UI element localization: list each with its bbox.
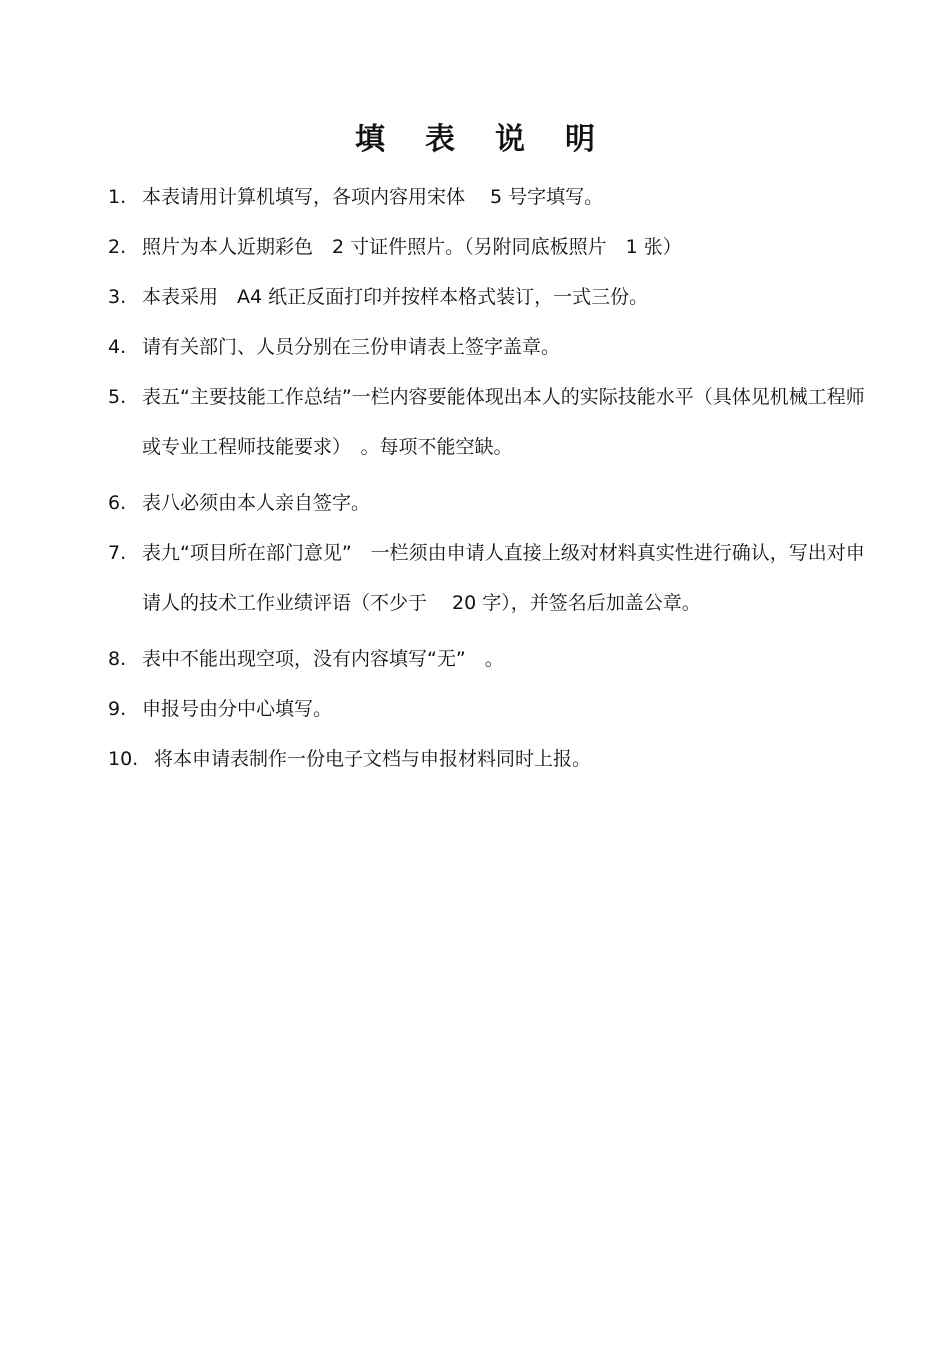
item-number: 2. bbox=[108, 236, 127, 258]
title-char: 说 bbox=[495, 122, 525, 158]
item-number: 10. bbox=[108, 748, 139, 770]
page-title bbox=[0, 120, 950, 160]
item-text: 本表请用计算机填写，各项内容用宋体 5 号字填写。 bbox=[142, 186, 604, 208]
title-char: 填 bbox=[355, 122, 385, 158]
list-item bbox=[108, 740, 868, 778]
list-item bbox=[108, 378, 868, 472]
list-item bbox=[108, 640, 868, 678]
list-item bbox=[108, 690, 868, 728]
item-number: 3. bbox=[108, 286, 127, 308]
item-number: 8. bbox=[108, 648, 127, 670]
item-text: 申报号由分中心填写。 bbox=[142, 698, 333, 720]
list-item bbox=[108, 178, 868, 216]
item-number: 1. bbox=[108, 186, 127, 208]
list-item bbox=[108, 484, 868, 522]
item-text: 本表采用 A4 纸正反面打印并按样本格式装订，一式三份。 bbox=[142, 286, 649, 308]
title-char: 表 bbox=[425, 122, 455, 158]
item-number: 5. bbox=[108, 386, 127, 408]
list-item bbox=[108, 228, 868, 266]
item-number: 9. bbox=[108, 698, 127, 720]
title-char: 明 bbox=[565, 122, 595, 158]
item-text: 将本申请表制作一份电子文档与申报材料同时上报。 bbox=[154, 748, 592, 770]
item-number: 7. bbox=[108, 542, 127, 564]
item-text: 表九“项目所在部门意见” 一栏须由申请人直接上级对材料真实性进行确认，写出对申请人的技术工作业绩评语（不少于 20 字），并签名后加盖公章。 bbox=[142, 542, 865, 614]
item-text: 表五“主要技能工作总结”一栏内容要能体现出本人的实际技能水平（具体见机械工程师或专业工程师技能要求） 。每项不能空缺。 bbox=[142, 386, 865, 458]
item-text: 表八必须由本人亲自签字。 bbox=[142, 492, 371, 514]
item-text: 表中不能出现空项，没有内容填写“无” 。 bbox=[142, 648, 504, 670]
list-item bbox=[108, 278, 868, 316]
instruction-list bbox=[108, 178, 868, 790]
list-item bbox=[108, 534, 868, 628]
item-number: 4. bbox=[108, 336, 127, 358]
item-text: 照片为本人近期彩色 2 寸证件照片。（另附同底板照片 1 张） bbox=[142, 236, 682, 258]
item-number: 6. bbox=[108, 492, 127, 514]
list-item bbox=[108, 328, 868, 366]
item-text: 请有关部门、人员分别在三份申请表上签字盖章。 bbox=[142, 336, 561, 358]
